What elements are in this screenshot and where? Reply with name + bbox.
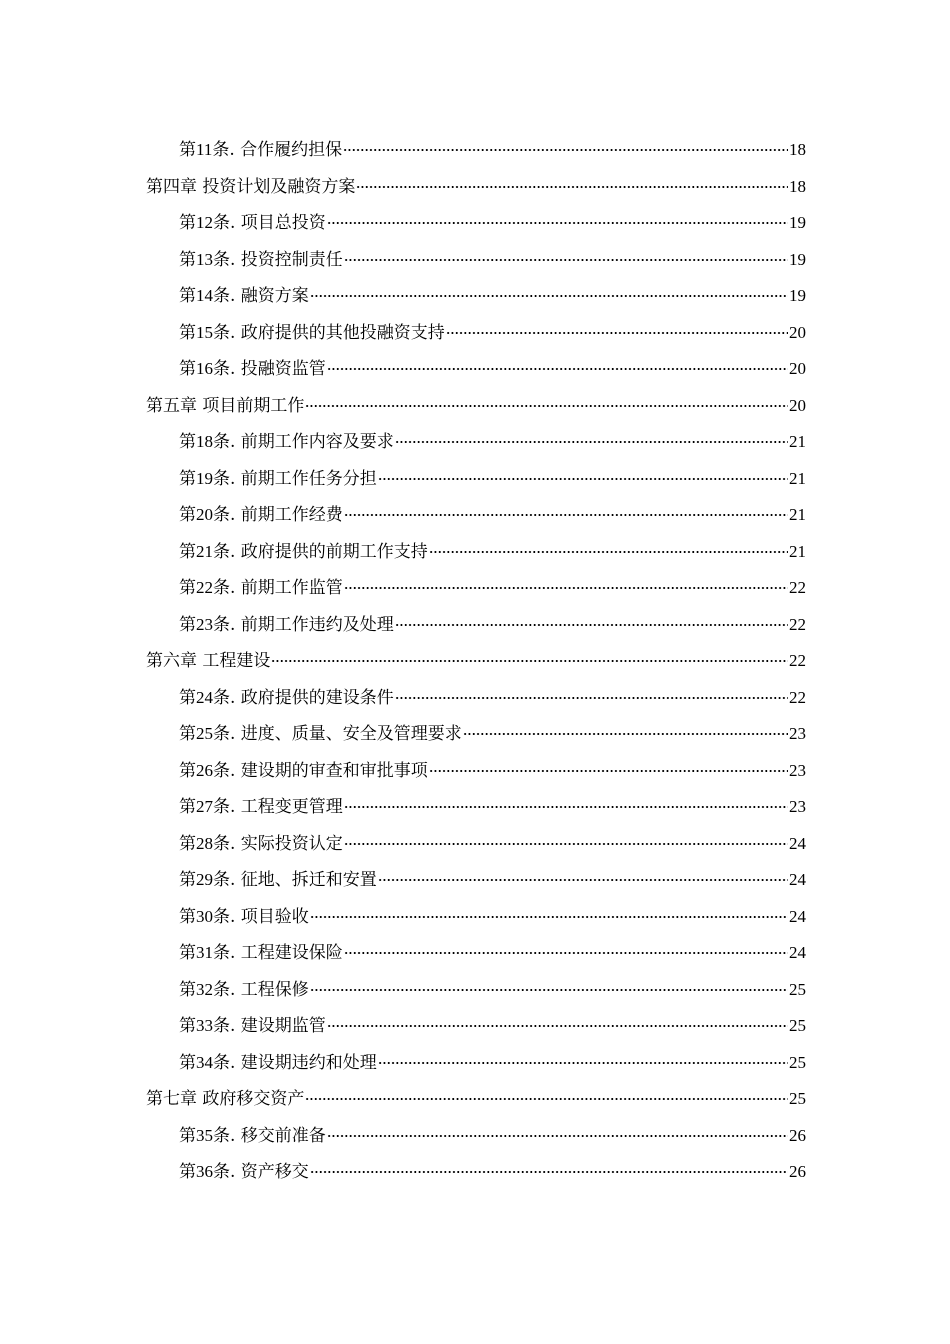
article-number: 33 [196, 1016, 213, 1035]
dot-leader [310, 989, 788, 991]
article-prefix: 第 [179, 359, 196, 379]
toc-article-entry[interactable] [146, 534, 806, 571]
article-title [179, 789, 343, 826]
article-name: 条. 政府提供的建设条件 [213, 687, 394, 708]
article-title [179, 826, 343, 863]
dot-leader [344, 843, 788, 845]
page-number: 24 [789, 906, 806, 926]
page-number: 24 [789, 833, 806, 853]
toc-article-entry[interactable] [146, 424, 806, 461]
article-number: 15 [196, 322, 213, 342]
page-number: 18 [789, 176, 806, 196]
dot-leader [310, 916, 788, 918]
article-prefix: 第 [179, 432, 196, 452]
article-prefix: 第 [179, 505, 196, 525]
toc-article-entry[interactable] [146, 862, 806, 899]
dot-leader [395, 441, 788, 443]
page-number: 25 [789, 1089, 806, 1108]
article-number: 12 [196, 213, 213, 232]
article-name: 条. 工程变更管理 [213, 797, 343, 817]
toc-article-entry[interactable] [146, 935, 806, 972]
article-title [179, 935, 343, 972]
toc-article-entry[interactable] [146, 351, 806, 388]
article-number: 18 [196, 432, 213, 451]
article-name: 条. 项目验收 [213, 906, 309, 927]
article-title [179, 1008, 326, 1045]
article-title [179, 899, 309, 936]
dot-leader [305, 1098, 788, 1100]
article-title [179, 205, 326, 242]
table-of-contents [146, 132, 806, 1191]
page-number: 19 [789, 249, 806, 269]
article-number: 26 [196, 760, 213, 780]
page-number: 18 [789, 140, 806, 159]
article-title [179, 862, 377, 899]
article-name: 条. 投融资监管 [213, 359, 326, 379]
article-title [179, 570, 343, 607]
dot-leader [463, 733, 788, 735]
article-name: 条. 工程建设保险 [213, 943, 343, 963]
toc-article-entry[interactable] [146, 1008, 806, 1045]
article-name: 条. 合作履约担保 [212, 140, 343, 160]
dot-leader [378, 478, 788, 480]
article-prefix: 第 [179, 213, 196, 233]
article-name: 条. 项目总投资 [213, 213, 326, 233]
article-name: 条. 建设期违约和处理 [213, 1052, 377, 1073]
page-number: 25 [789, 1016, 806, 1035]
dot-leader [356, 186, 788, 188]
toc-article-entry[interactable] [146, 716, 806, 753]
article-name: 条. 建设期的审查和审批事项 [213, 760, 428, 781]
article-number: 24 [196, 687, 213, 707]
article-name: 条. 资产移交 [213, 1162, 309, 1182]
article-number: 32 [196, 979, 213, 999]
article-number: 20 [196, 505, 213, 524]
page-number: 22 [789, 687, 806, 707]
article-prefix: 第 [179, 833, 196, 854]
article-name: 条. 融资方案 [213, 286, 309, 306]
page-number: 21 [789, 468, 806, 488]
toc-article-entry[interactable] [146, 1118, 806, 1155]
article-number: 14 [196, 286, 213, 305]
dot-leader [395, 697, 788, 699]
toc-chapter-entry[interactable] [146, 1081, 806, 1118]
dot-leader [378, 879, 788, 881]
article-title [179, 680, 394, 717]
article-name: 条. 前期工作任务分担 [213, 468, 377, 489]
article-title [179, 315, 445, 352]
toc-article-entry[interactable] [146, 1154, 806, 1191]
article-name: 条. 前期工作经费 [213, 505, 343, 525]
dot-leader [446, 332, 788, 334]
page-number: 22 [789, 651, 806, 670]
toc-article-entry[interactable] [146, 826, 806, 863]
toc-article-entry[interactable] [146, 278, 806, 315]
page-number: 26 [789, 1125, 806, 1145]
article-title [179, 278, 309, 315]
dot-leader [378, 1062, 788, 1064]
page-number: 23 [789, 797, 806, 816]
article-prefix: 第 [179, 286, 196, 306]
page-number: 24 [789, 870, 806, 889]
dot-leader [327, 368, 788, 370]
dot-leader [343, 149, 788, 151]
article-prefix: 第 [179, 687, 196, 708]
article-number: 13 [196, 249, 213, 269]
toc-article-entry[interactable] [146, 497, 806, 534]
dot-leader [310, 295, 788, 297]
toc-article-entry[interactable] [146, 132, 806, 169]
toc-article-entry[interactable] [146, 461, 806, 498]
article-prefix: 第 [179, 1125, 196, 1146]
article-title [179, 1045, 377, 1082]
page-number: 21 [789, 541, 806, 561]
article-prefix: 第 [179, 140, 196, 160]
chapter-title: 第七章 政府移交资产 [146, 1089, 305, 1109]
toc-article-entry[interactable] [146, 205, 806, 242]
article-name: 条. 前期工作内容及要求 [213, 432, 394, 452]
toc-article-entry[interactable] [146, 680, 806, 717]
page-number: 26 [789, 1162, 806, 1181]
article-name: 条. 前期工作监管 [213, 578, 343, 598]
article-title [179, 607, 394, 644]
article-title [179, 1154, 309, 1191]
page-number: 23 [789, 760, 806, 780]
article-prefix: 第 [179, 979, 196, 1000]
page-number: 25 [789, 1052, 806, 1072]
dot-leader [327, 222, 788, 224]
dot-leader [344, 259, 788, 261]
article-name: 条. 前期工作违约及处理 [213, 614, 394, 635]
article-title [179, 972, 309, 1009]
dot-leader [344, 514, 788, 516]
article-prefix: 第 [179, 249, 196, 270]
dot-leader [271, 660, 788, 662]
article-title [179, 1118, 326, 1155]
article-title [179, 424, 394, 461]
article-prefix: 第 [179, 541, 196, 562]
dot-leader [344, 952, 788, 954]
page-number: 19 [789, 213, 806, 232]
article-number: 21 [196, 541, 213, 561]
article-prefix: 第 [179, 614, 196, 635]
article-prefix: 第 [179, 870, 196, 890]
article-name: 条. 投资控制责任 [213, 249, 343, 270]
article-number: 30 [196, 906, 213, 926]
article-title [179, 753, 428, 790]
dot-leader [344, 806, 788, 808]
dot-leader [327, 1135, 788, 1137]
page-number: 20 [789, 359, 806, 378]
page-number: 24 [789, 943, 806, 962]
article-title [179, 351, 326, 388]
dot-leader [344, 587, 788, 589]
page-number: 23 [789, 724, 806, 743]
chapter-title: 第六章 工程建设 [146, 651, 271, 671]
article-title [179, 242, 343, 279]
article-prefix: 第 [179, 943, 196, 963]
article-name: 条. 征地、拆迁和安置 [213, 870, 377, 890]
article-number: 29 [196, 870, 213, 889]
article-name: 条. 移交前准备 [213, 1125, 326, 1146]
toc-article-entry[interactable] [146, 972, 806, 1009]
article-title [179, 497, 343, 534]
article-prefix: 第 [179, 906, 196, 927]
article-prefix: 第 [179, 724, 196, 744]
toc-chapter-entry[interactable] [146, 169, 806, 206]
toc-article-entry[interactable] [146, 315, 806, 352]
dot-leader [395, 624, 788, 626]
page-number: 20 [789, 322, 806, 342]
article-number: 34 [196, 1052, 213, 1072]
article-number: 19 [196, 468, 213, 488]
dot-leader [305, 405, 788, 407]
page-number: 25 [789, 979, 806, 999]
toc-chapter-entry[interactable] [146, 388, 806, 425]
article-name: 条. 政府提供的其他投融资支持 [213, 322, 445, 343]
toc-article-entry[interactable] [146, 789, 806, 826]
article-number: 11 [196, 140, 213, 159]
page-number: 21 [789, 432, 806, 451]
article-prefix: 第 [179, 468, 196, 489]
chapter-title: 第四章 投资计划及融资方案 [146, 176, 356, 197]
dot-leader [429, 770, 788, 772]
article-number: 25 [196, 724, 213, 743]
article-prefix: 第 [179, 797, 196, 817]
article-name: 条. 政府提供的前期工作支持 [213, 541, 428, 562]
toc-article-entry[interactable] [146, 1045, 806, 1082]
article-title [179, 132, 342, 169]
chapter-title: 第五章 项目前期工作 [146, 395, 305, 416]
article-number: 35 [196, 1125, 213, 1145]
article-name: 条. 工程保修 [213, 979, 309, 1000]
article-prefix: 第 [179, 1162, 196, 1182]
article-title [179, 461, 377, 498]
article-number: 28 [196, 833, 213, 853]
article-prefix: 第 [179, 760, 196, 781]
toc-article-entry[interactable] [146, 607, 806, 644]
toc-article-entry[interactable] [146, 570, 806, 607]
toc-article-entry[interactable] [146, 753, 806, 790]
article-number: 27 [196, 797, 213, 816]
article-number: 36 [196, 1162, 213, 1181]
article-name: 条. 建设期监管 [213, 1016, 326, 1036]
page-number: 22 [789, 578, 806, 597]
page-number: 19 [789, 286, 806, 305]
article-number: 22 [196, 578, 213, 597]
article-name: 条. 实际投资认定 [213, 833, 343, 854]
article-title [179, 534, 428, 571]
dot-leader [327, 1025, 788, 1027]
article-title [179, 716, 462, 753]
dot-leader [310, 1171, 788, 1173]
toc-article-entry[interactable] [146, 242, 806, 279]
article-prefix: 第 [179, 322, 196, 343]
article-prefix: 第 [179, 578, 196, 598]
article-number: 31 [196, 943, 213, 962]
toc-chapter-entry[interactable] [146, 643, 806, 680]
article-prefix: 第 [179, 1052, 196, 1073]
page-number: 20 [789, 395, 806, 415]
toc-article-entry[interactable] [146, 899, 806, 936]
page-number: 21 [789, 505, 806, 524]
article-number: 23 [196, 614, 213, 634]
article-name: 条. 进度、质量、安全及管理要求 [213, 724, 462, 744]
dot-leader [429, 551, 788, 553]
article-number: 16 [196, 359, 213, 378]
page-number: 22 [789, 614, 806, 634]
article-prefix: 第 [179, 1016, 196, 1036]
